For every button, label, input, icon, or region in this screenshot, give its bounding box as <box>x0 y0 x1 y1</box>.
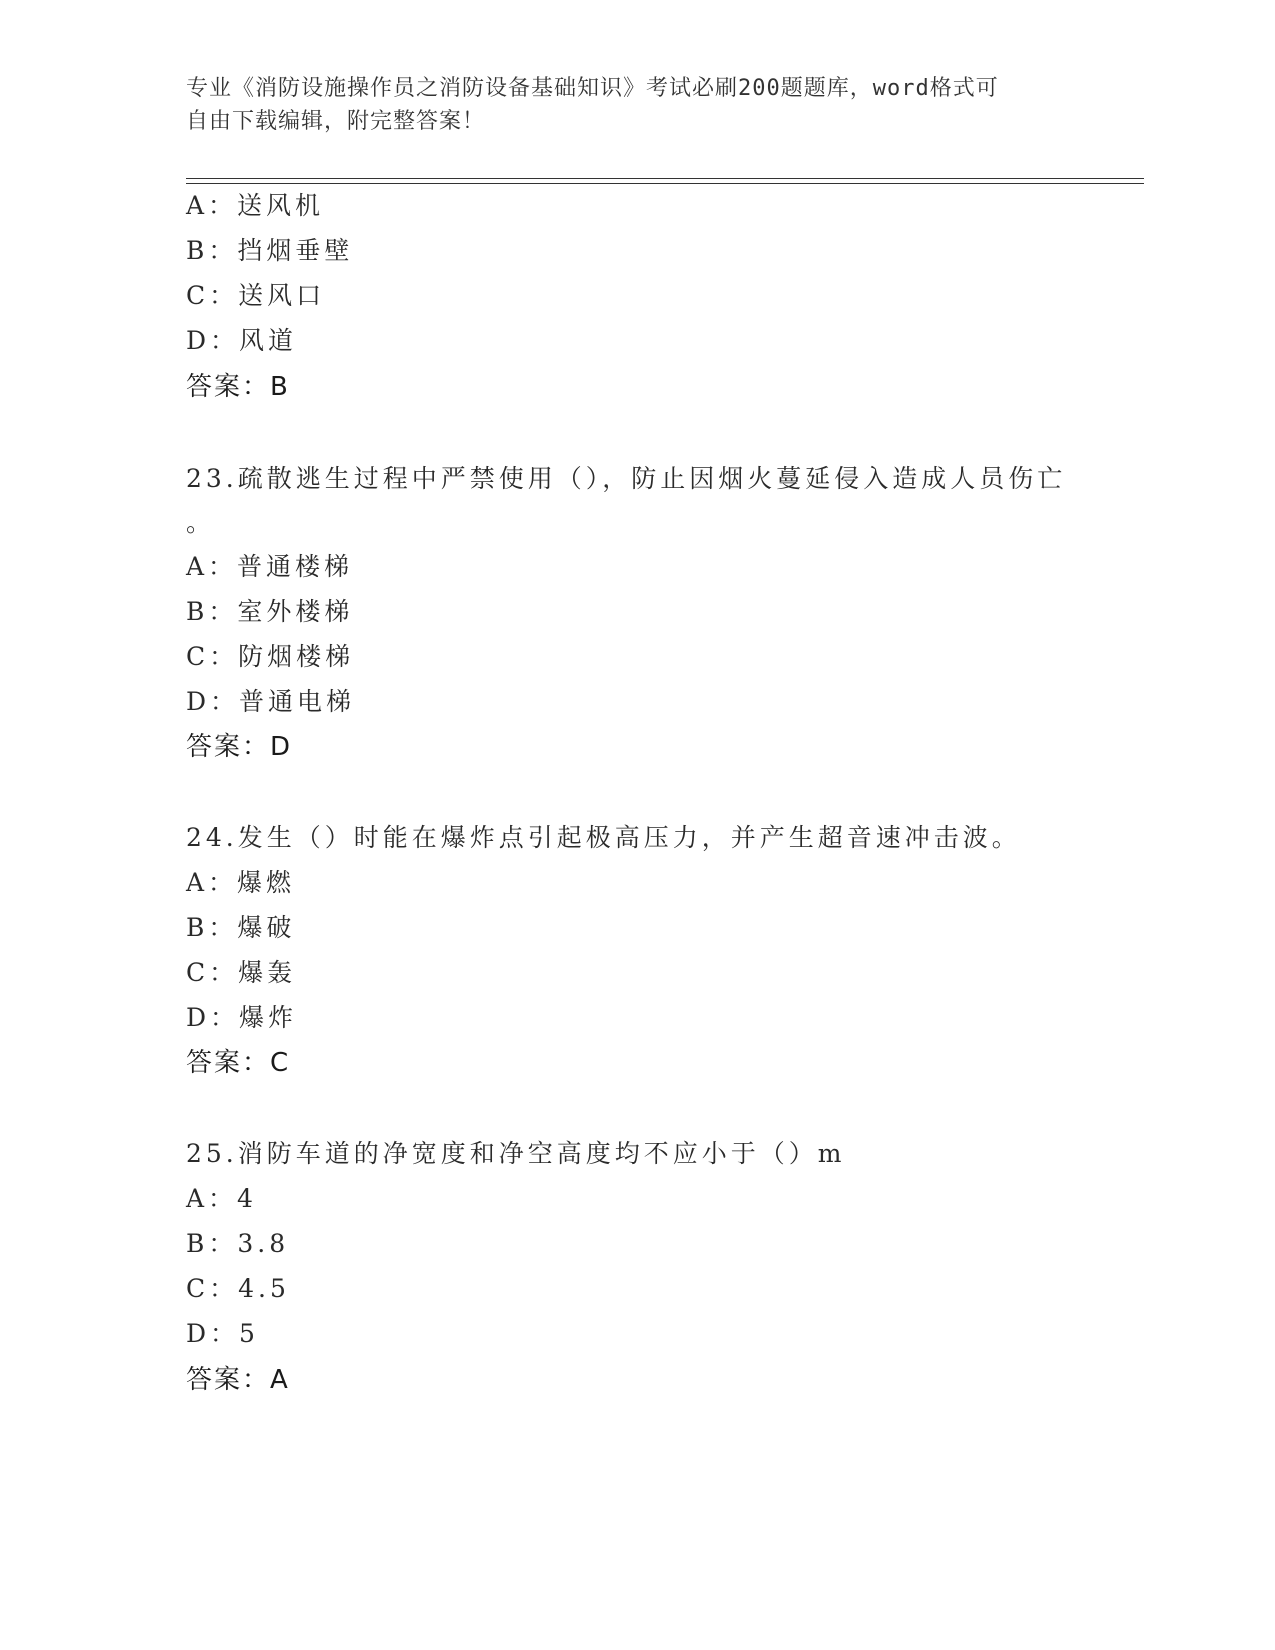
q24-answer: 答案：C <box>186 1048 291 1078</box>
q22-answer: 答案：B <box>186 372 290 402</box>
header-line-1: 专业《消防设施操作员之消防设备基础知识》考试必刷200题题库，word格式可 <box>186 76 999 101</box>
q23-option-b: B：室外楼梯 <box>186 597 354 626</box>
q23-answer: 答案：D <box>186 732 293 762</box>
q22-option-a: A：送风机 <box>186 191 325 220</box>
q25-question: 25.消防车道的净宽度和净空高度均不应小于（）m <box>186 1139 846 1168</box>
q25-option-b: B：3.8 <box>186 1229 290 1258</box>
q25-option-d: D：5 <box>186 1319 259 1348</box>
q23-question-line-1: 23.疏散逃生过程中严禁使用（），防止因烟火蔓延侵入造成人员伤亡 <box>186 464 1067 493</box>
q23-option-a: A：普通楼梯 <box>186 552 354 581</box>
header-divider-bottom <box>186 183 1144 184</box>
q24-option-a: A：爆燃 <box>186 868 296 897</box>
q24-option-b: B：爆破 <box>186 913 296 942</box>
q22-option-d: D：风道 <box>186 326 298 355</box>
q22-option-c: C：送风口 <box>186 281 326 310</box>
header-line-2: 自由下载编辑，附完整答案！ <box>186 109 486 134</box>
q23-option-c: C：防烟楼梯 <box>186 642 355 671</box>
q22-option-b: B：挡烟垂壁 <box>186 236 354 265</box>
q23-option-d: D：普通电梯 <box>186 687 356 716</box>
header-divider-top <box>186 178 1144 179</box>
document-header <box>186 72 1086 138</box>
q25-option-a: A：4 <box>186 1184 257 1213</box>
q24-option-d: D：爆炸 <box>186 1003 298 1032</box>
q25-answer: 答案：A <box>186 1365 290 1395</box>
q24-question: 24.发生（）时能在爆炸点引起极高压力，并产生超音速冲击波。 <box>186 823 1021 852</box>
q25-option-c: C：4.5 <box>186 1274 290 1303</box>
q24-option-c: C：爆轰 <box>186 958 297 987</box>
q23-question-line-2: 。 <box>186 508 216 537</box>
